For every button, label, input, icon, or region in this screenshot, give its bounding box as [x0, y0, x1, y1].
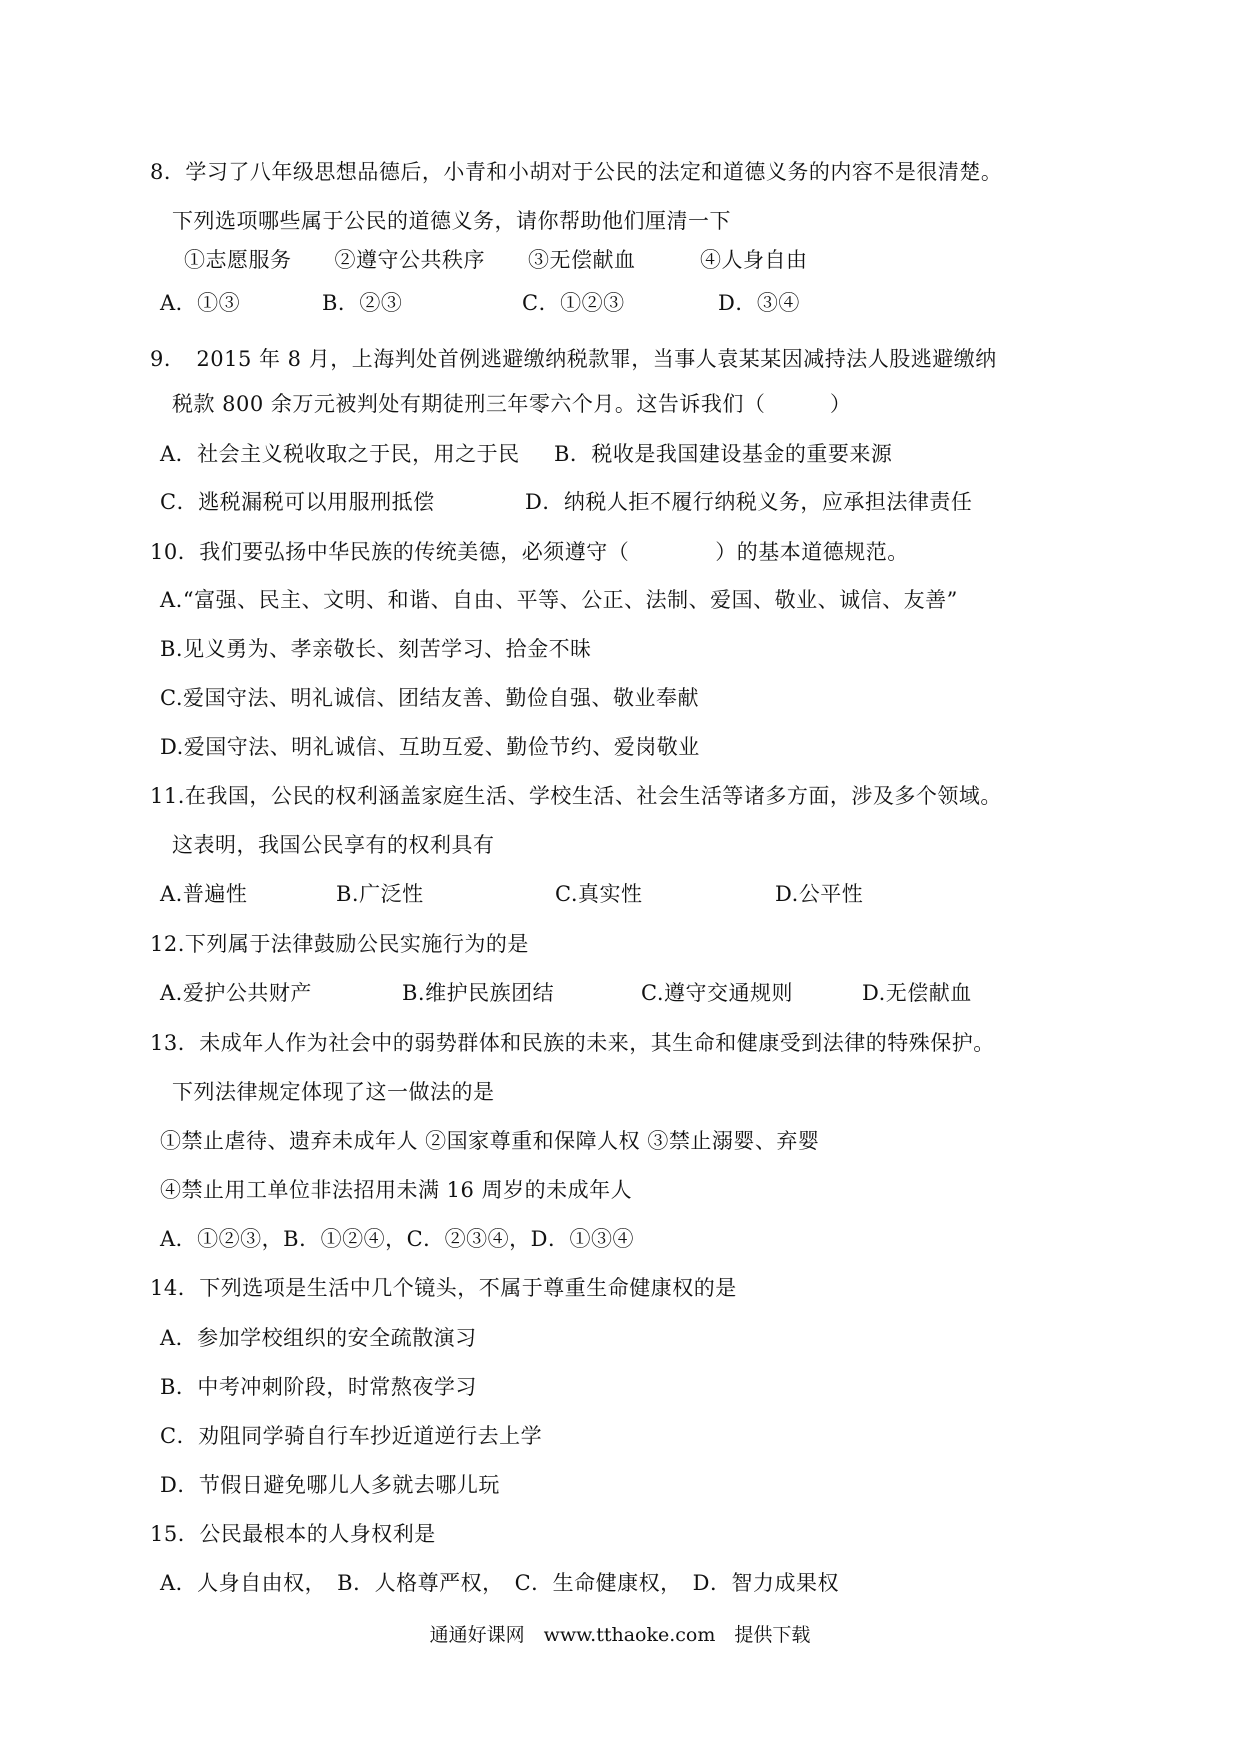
question-15-stem: 15．公民最根本的人身权利是: [150, 1522, 436, 1546]
question-14-option-d: D．节假日避免哪儿人多就去哪儿玩: [160, 1473, 500, 1497]
question-13-options: A．①②③，B．①②④，C．②③④，D．①③④: [160, 1227, 635, 1251]
question-8-stem-line-1: 8．学习了八年级思想品德后，小青和小胡对于公民的法定和道德义务的内容不是很清楚。: [150, 160, 1003, 184]
question-9-stem-line-2: 税款 800 余万元被判处有期徒刑三年零六个月。这告诉我们（ ）: [172, 392, 852, 416]
question-9-option-c: C．逃税漏税可以用服刑抵偿: [160, 490, 435, 514]
question-10-option-b: B.见义勇为、孝亲敬长、刻苦学习、拾金不昧: [160, 637, 592, 661]
question-9-stem-line-1: 9． 2015 年 8 月，上海判处首例逃避缴纳税款罪，当事人袁某某因减持法人股逃避缴纳: [150, 347, 997, 371]
question-10-option-c: C.爱国守法、明礼诚信、团结友善、勤俭自强、敬业奉献: [160, 686, 699, 710]
question-12-option-c: C.遵守交通规则: [641, 981, 793, 1005]
question-8-option-b: B．②③: [322, 291, 403, 315]
question-8-option-a: A．①③: [160, 291, 241, 315]
question-11-stem-line-1: 11.在我国，公民的权利涵盖家庭生活、学校生活、社会生活等诸多方面，涉及多个领域。: [150, 784, 1002, 808]
question-12-option-d: D.无偿献血: [862, 981, 972, 1005]
question-9-option-a: A．社会主义税收取之于民，用之于民: [160, 442, 520, 466]
question-15-options: A．人身自由权， B．人格尊严权， C．生命健康权， D．智力成果权: [160, 1571, 839, 1595]
question-11-stem-line-2: 这表明，我国公民享有的权利具有: [172, 833, 495, 857]
question-8-stem-line-2: 下列选项哪些属于公民的道德义务，请你帮助他们厘清一下: [172, 209, 731, 233]
question-14-option-a: A．参加学校组织的安全疏散演习: [160, 1326, 477, 1350]
question-8-option-d: D．③④: [718, 291, 800, 315]
question-12-option-a: A.爱护公共财产: [160, 981, 312, 1005]
question-8-items: ①志愿服务 ②遵守公共秩序 ③无偿献血 ④人身自由: [184, 248, 808, 272]
question-11-option-c: C.真实性: [555, 882, 643, 906]
question-14-option-c: C．劝阻同学骑自行车抄近道逆行去上学: [160, 1424, 543, 1448]
question-10-option-d: D.爱国守法、明礼诚信、互助互爱、勤俭节约、爱岗敬业: [160, 735, 700, 759]
question-13-items-line-2: ④禁止用工单位非法招用未满 16 周岁的未成年人: [160, 1178, 633, 1202]
question-12-stem: 12.下列属于法律鼓励公民实施行为的是: [150, 932, 529, 956]
question-11-option-b: B.广泛性: [336, 882, 424, 906]
question-12-option-b: B.维护民族团结: [402, 981, 555, 1005]
page-footer: 通通好课网 www.tthaoke.com 提供下载: [429, 1624, 811, 1646]
question-11-option-d: D.公平性: [775, 882, 864, 906]
question-13-items-line-1: ①禁止虐待、遗弃未成年人 ②国家尊重和保障人权 ③禁止溺婴、弃婴: [160, 1129, 820, 1153]
question-8-option-c: C．①②③: [522, 291, 625, 315]
question-11-option-a: A.普遍性: [160, 882, 248, 906]
question-9-option-b: B．税收是我国建设基金的重要来源: [554, 442, 893, 466]
question-13-stem-line-1: 13．未成年人作为社会中的弱势群体和民族的未来，其生命和健康受到法律的特殊保护。: [150, 1031, 995, 1055]
question-10-option-a: A.“富强、民主、文明、和谐、自由、平等、公正、法制、爱国、敬业、诚信、友善”: [160, 588, 958, 612]
question-9-option-d: D．纳税人拒不履行纳税义务，应承担法律责任: [525, 490, 973, 514]
question-14-option-b: B．中考冲刺阶段，时常熬夜学习: [160, 1375, 477, 1399]
question-10-stem: 10．我们要弘扬中华民族的传统美德，必须遵守（ ）的基本道德规范。: [150, 540, 909, 564]
question-13-stem-line-2: 下列法律规定体现了这一做法的是: [172, 1080, 495, 1104]
question-14-stem: 14．下列选项是生活中几个镜头，不属于尊重生命健康权的是: [150, 1276, 737, 1300]
